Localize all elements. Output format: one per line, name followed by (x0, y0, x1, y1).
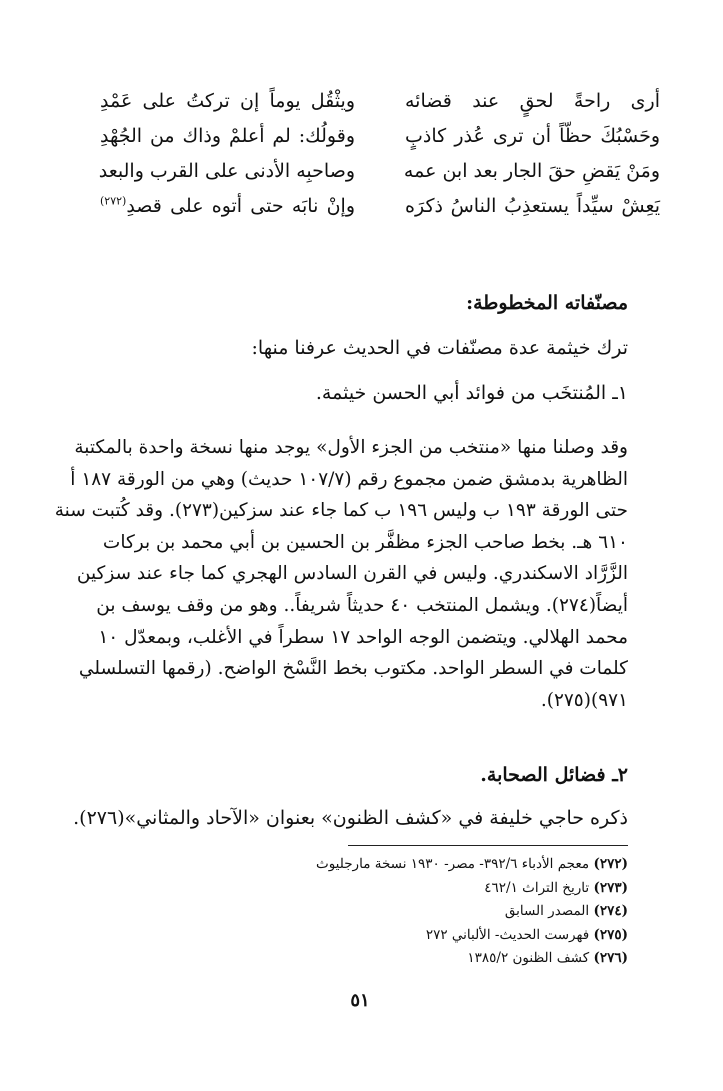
poem-verse (100, 156, 660, 191)
paragraph-line: الزَّرَّاد الاسكندري. وليس في القرن السادس الهجري كما جاء عند سزكين (76, 563, 628, 585)
paragraph-line: ٩٧١)(٢٧٥). (540, 689, 628, 711)
footnote-text: فهرست الحديث- الألباني ٢٧٢ (425, 926, 590, 943)
paragraph-line: كلمات في السطر الواحد. مكتوب بخط النَّسْخ الواضح. (رقمها التسلسلي (78, 658, 628, 680)
footnote (208, 853, 628, 877)
poem-verse-right: أرى راحةً لحقٍ عند قضائه (405, 90, 660, 112)
poem-verse-left: وصاحبِه الأدنى على القرب والبعد (98, 160, 355, 182)
poem-verse-left: وقولُك: لم أعلمْ وذاك من الجُهْدِ (100, 125, 355, 147)
poem-verse-left (100, 191, 355, 221)
footnotes (208, 853, 628, 971)
poem-verse-left: ويثْقُل يوماً إن تركتُ على عَمْدِ (100, 90, 355, 112)
poem-verse-right: يَعِشْ سيِّداً يستعذِبُ الناسُ ذكرَه (405, 195, 660, 217)
footnote-number: (٢٧٥) (593, 926, 628, 943)
paragraph-line: حتى الورقة ١٩٣ ب وليس ١٩٦ ب كما جاء عند سزكين(٢٧٣). وقد كُتبت سنة (54, 500, 628, 522)
footnote-number: (٢٧٣) (593, 879, 628, 896)
paragraph-line: ٦١٠ هـ. بخط صاحب الجزء مظفَّر بن الحسين بن أبي محمد بن بركات (102, 531, 628, 553)
footnote-text: معجم الأدباء ٣٩٢/٦- مصر- ١٩٣٠ نسخة مارجليوث (315, 856, 590, 872)
footnote-divider (348, 845, 628, 846)
poem (100, 86, 660, 226)
footnote (208, 877, 628, 901)
manuscript-paragraph (54, 432, 628, 716)
poem-verse-right: ومَنْ يَقضِ حقَ الجار بعد ابن عمه (403, 160, 660, 182)
poem-verse-left-text: وإنْ نابَه حتى أتوه على قصدِ (126, 195, 355, 217)
footnote (208, 924, 628, 948)
page-number: ٥١ (350, 990, 370, 1011)
footnote-number: (٢٧٦) (593, 950, 628, 966)
paragraph-line: الظاهرية بدمشق ضمن مجموع رقم (١٠٧/٧ حديث) وهي من الورقة ١٨٧ أ (70, 468, 628, 490)
paragraph-line: أيضاً(٢٧٤). ويشمل المنتخب ٤٠ حديثاً شريفاً.. وهو من وقف يوسف بن (96, 594, 628, 616)
item-2-title: ٢ـ فضائل الصحابة. (480, 764, 628, 786)
footnote-ref: (٢٧٢) (100, 194, 127, 208)
footnote-text: المصدر السابق (504, 903, 590, 919)
paragraph-line: محمد الهلالي. ويتضمن الوجه الواحد ١٧ سطراً في الأغلب، وبمعدّل ١٠ (98, 626, 628, 648)
poem-verse (100, 86, 660, 121)
paragraph-line: وقد وصلنا منها «منتخب من الجزء الأول» يوجد منها نسخة واحدة بالمكتبة (74, 437, 628, 458)
footnote-text: كشف الظنون ١٣٨٥/٢ (467, 950, 590, 966)
intro-line: ترك خيثمة عدة مصنّفات في الحديث عرفنا منها: (251, 337, 628, 359)
footnote-number: (٢٧٤) (593, 903, 628, 919)
footnote-text: تاريخ التراث ٤٦٢/١ (484, 879, 590, 896)
poem-verse (100, 121, 660, 156)
poem-verse (100, 191, 660, 226)
item-2-line: ذكره حاجي خليفة في «كشف الظنون» بعنوان «الآحاد والمثاني»(٢٧٦). (73, 807, 628, 829)
footnote (208, 947, 628, 971)
footnote-number: (٢٧٢) (593, 856, 628, 872)
section-heading: مصنّفاته المخطوطة: (466, 292, 628, 314)
poem-verse-right: وحَسْبُكَ حظّاً أن ترى عُذر كاذبٍ (405, 125, 660, 147)
footnote (208, 900, 628, 924)
item-1-title: ١ـ المُنتخَب من فوائد أبي الحسن خيثمة. (315, 382, 628, 404)
